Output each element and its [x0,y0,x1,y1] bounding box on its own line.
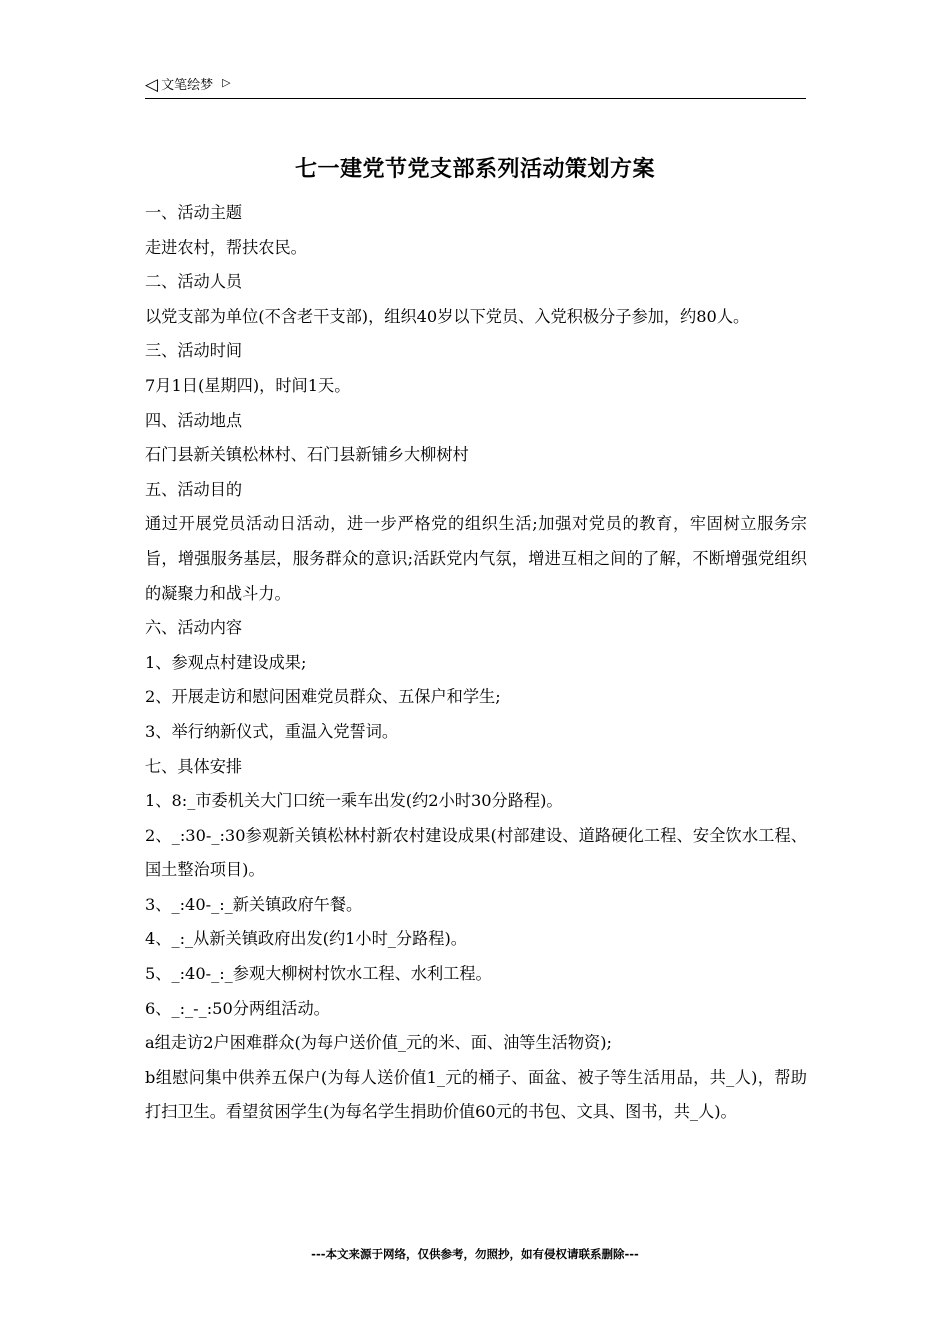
list-item: a组走访2户困难群众(为每户送价值_元的米、面、油等生活物资); [145,1033,613,1053]
triangle-left-icon: ◁ [145,74,159,95]
list-item: 1、8:_市委机关大门口统一乘车出发(约2小时30分路程)。 [145,791,563,811]
list-item: 3、_:40-_:_新关镇政府午餐。 [145,894,363,914]
paragraph: 7月1日(星期四)，时间1天。 [145,375,351,395]
list-item: 6、_:_-_:50分两组活动。 [145,998,330,1018]
section-heading-participants: 二、活动人员 [145,272,243,292]
list-item: 5、_:40-_:_参观大柳树村饮水工程、水利工程。 [145,964,492,984]
paragraph: 通过开展党员活动日活动，进一步严格党的组织生活;加强对党员的教育，牢固树立服务宗旨，增强服务基层，服务群众的意识;活跃党内气氛，增进互相之间的了解，不断增强党组织的凝聚力和战斗力。 [145,514,807,603]
section-heading-purpose: 五、活动目的 [145,479,243,499]
paragraph: 以党支部为单位(不含老干支部)，组织40岁以下党员、入党积极分子参加，约80人。 [145,306,750,326]
document-title: 七一建党节党支部系列活动策划方案 [294,156,655,182]
section-heading-content: 六、活动内容 [145,618,243,638]
triangle-right-icon: ▷ [222,75,231,89]
paragraph: 石门县新关镇松林村、石门县新铺乡大柳树村 [145,445,469,465]
page-footer: ---本文来源于网络，仅供参考，勿照抄，如有侵权请联系删除--- [311,1247,639,1261]
page-header [145,72,806,99]
list-item: b组慰问集中供养五保户(为每人送价值1_元的桶子、面盆、被子等生活用品，共_人)，帮助打扫卫生。看望贫困学生(为每名学生捐助价值60元的书包、文具、图书，共_人)。 [145,1067,807,1122]
section-heading-theme: 一、活动主题 [145,203,243,222]
section-heading-schedule: 七、具体安排 [145,756,243,776]
list-item: 4、_:_从新关镇政府出发(约1小时_分路程)。 [145,929,467,949]
list-item: 2、_:30-_:30参观新关镇松林村新农村建设成果(村部建设、道路硬化工程、安全饮水工程、国土整治项目)。 [145,825,807,880]
list-item: 3、举行纳新仪式，重温入党誓词。 [145,721,399,741]
header-brand: 文笔绘梦 [161,77,214,93]
paragraph: 走进农村，帮扶农民。 [145,237,307,257]
section-heading-time: 三、活动时间 [145,341,243,361]
list-item: 1、参观点村建设成果; [145,652,307,672]
document-body [145,196,807,1130]
list-item: 2、开展走访和慰问困难党员群众、五保户和学生; [145,687,501,707]
section-heading-location: 四、活动地点 [145,410,243,430]
